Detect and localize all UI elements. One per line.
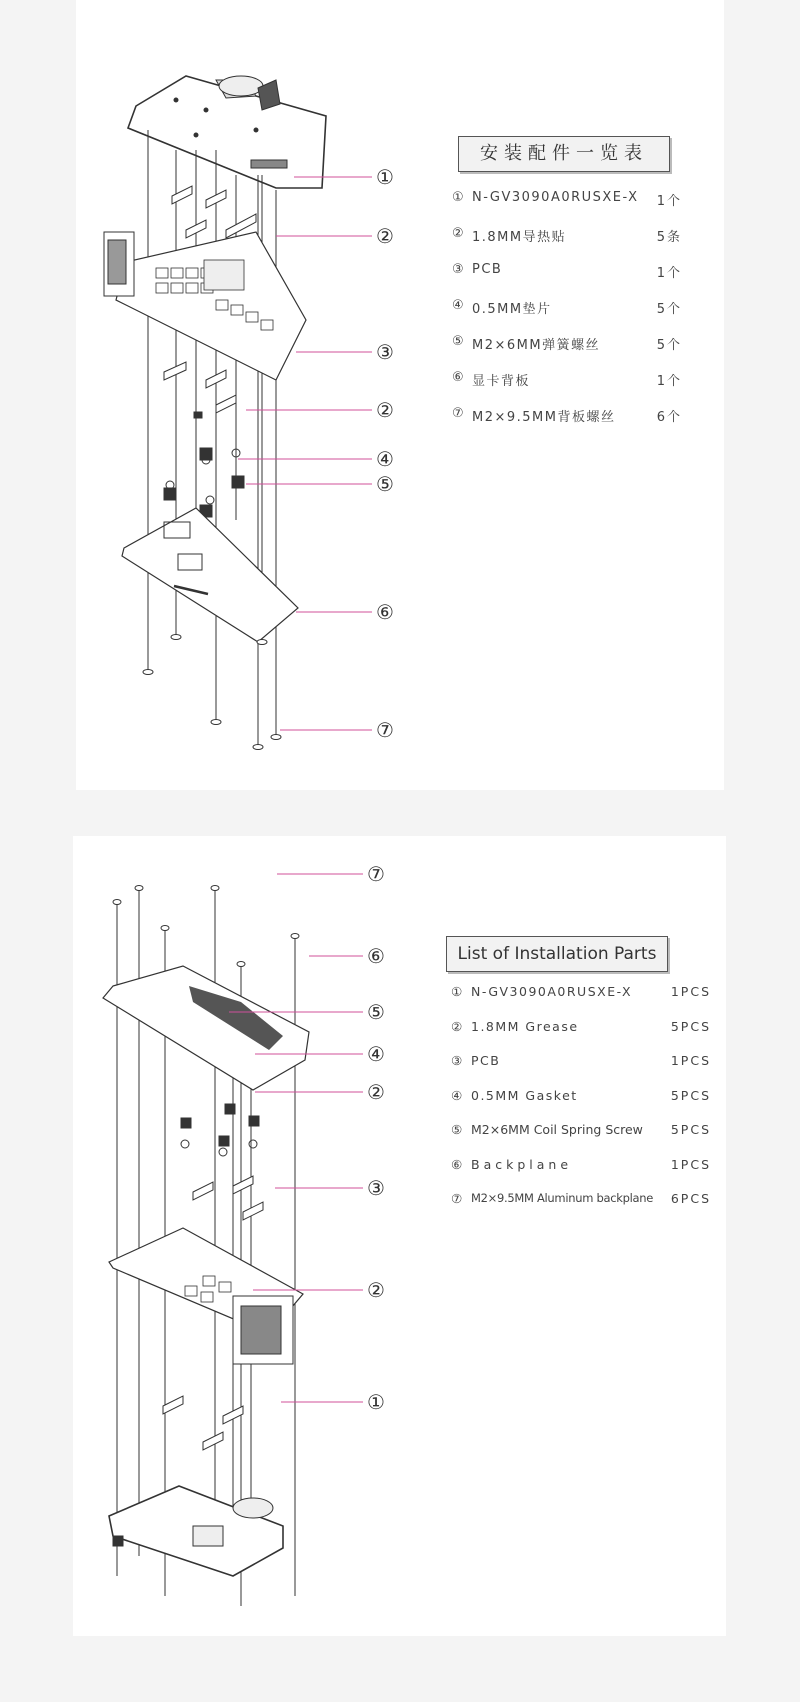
parts-list-title: 安装配件一览表 (458, 136, 670, 172)
item-number: ⑤ (452, 334, 464, 349)
callout-label: ⑥ (367, 944, 385, 968)
parts-list-item (452, 406, 682, 442)
item-quantity: 5个 (656, 302, 682, 317)
item-quantity: 1PCS (670, 984, 711, 999)
parts-list-item (452, 334, 682, 370)
item-quantity: 1个 (656, 266, 682, 281)
item-name: M2×6MM弹簧螺丝 (472, 338, 601, 353)
item-name: M2×6MM Coil Spring Screw (471, 1122, 643, 1137)
parts-list-item (452, 262, 682, 298)
item-quantity: 5PCS (670, 1087, 711, 1103)
item-name: 0.5MM Gasket (471, 1087, 578, 1103)
parts-list-item (451, 1157, 711, 1192)
parts-list-item (452, 370, 682, 406)
callout-label: ② (367, 1080, 385, 1104)
item-number: ③ (451, 1053, 463, 1068)
parts-list-item (451, 984, 711, 1019)
diagram-panel-en (73, 836, 726, 1636)
item-name: 0.5MM垫片 (472, 302, 552, 317)
callout-label: ④ (376, 447, 394, 471)
item-quantity: 1PCS (670, 1156, 711, 1172)
item-name: 显卡背板 (472, 374, 531, 389)
item-quantity: 1PCS (670, 1053, 711, 1068)
parts-list-item (451, 1053, 711, 1088)
callout-label: ② (376, 224, 394, 248)
item-number: ⑥ (452, 370, 464, 385)
item-number: ② (452, 226, 464, 241)
item-quantity: 1个 (656, 194, 682, 209)
parts-list-item (452, 298, 682, 334)
parts-list-item (451, 1088, 711, 1123)
callout-label: ⑥ (376, 600, 394, 624)
parts-list-item (451, 1122, 711, 1157)
item-name: 1.8MM Grease (471, 1018, 579, 1034)
callout-label: ① (376, 165, 394, 189)
item-number: ⑥ (451, 1156, 463, 1172)
item-number: ① (452, 190, 464, 205)
item-number: ⑤ (451, 1122, 463, 1137)
item-number: ① (451, 984, 463, 999)
callout-label: ③ (367, 1176, 385, 1200)
item-number: ③ (452, 262, 464, 277)
item-number: ④ (452, 298, 464, 313)
item-quantity: 6PCS (670, 1191, 711, 1206)
parts-list-title: List of Installation Parts (446, 936, 668, 972)
item-number: ④ (451, 1087, 463, 1103)
item-name: PCB (472, 262, 503, 277)
callout-label: ⑦ (376, 718, 394, 742)
item-name: M2×9.5MM背板螺丝 (472, 410, 616, 425)
item-quantity: 5个 (656, 338, 682, 353)
callout-label: ③ (376, 340, 394, 364)
callout-label: ② (367, 1278, 385, 1302)
item-quantity: 6个 (656, 410, 682, 425)
diagram-panel-cn (76, 0, 724, 790)
parts-list-item (451, 1019, 711, 1054)
parts-list-item (452, 190, 682, 226)
callout-label: ⑤ (367, 1000, 385, 1024)
item-quantity: 5PCS (670, 1122, 711, 1137)
callout-label: ① (367, 1390, 385, 1414)
item-quantity: 5PCS (670, 1018, 711, 1034)
item-name: Backplane (471, 1156, 573, 1172)
callout-label: ② (376, 398, 394, 422)
item-number: ② (451, 1018, 463, 1034)
item-name: M2×9.5MM Aluminum backplane (471, 1191, 653, 1205)
item-name: PCB (471, 1053, 501, 1068)
item-name: N-GV3090A0RUSXE-X (471, 984, 633, 999)
item-quantity: 5条 (656, 230, 682, 245)
parts-list-item (451, 1191, 711, 1226)
parts-list (451, 984, 711, 1226)
callout-label: ⑦ (367, 862, 385, 886)
callout-label: ⑤ (376, 472, 394, 496)
item-number: ⑦ (451, 1191, 463, 1206)
parts-list-item (452, 226, 682, 262)
item-number: ⑦ (452, 406, 464, 421)
item-name: 1.8MM导热贴 (472, 230, 567, 245)
item-name: N-GV3090A0RUSXE-X (472, 190, 639, 205)
callout-label: ④ (367, 1042, 385, 1066)
parts-list (452, 190, 682, 442)
item-quantity: 1个 (656, 374, 682, 389)
